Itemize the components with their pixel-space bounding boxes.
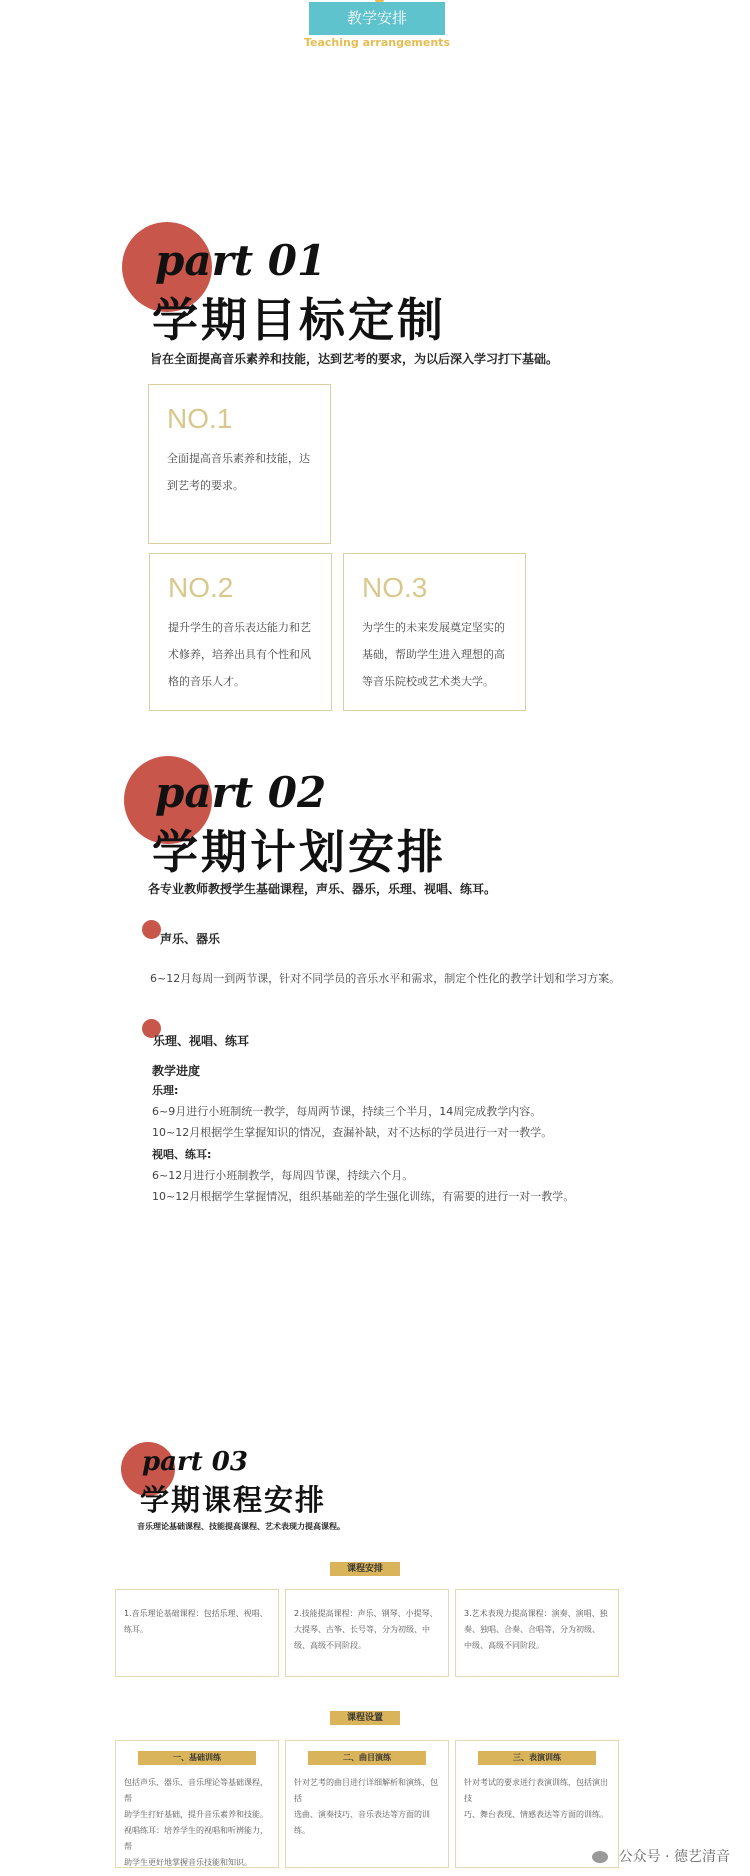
- part1-lead: 旨在全面提高音乐素养和技能，达到艺考的要求，为以后深入学习打下基础。: [150, 352, 559, 366]
- goal-card-no: NO.1: [167, 403, 233, 434]
- part3-lead: 音乐理论基础课程、技能提高课程、艺术表现力提高课程。: [137, 1522, 345, 1531]
- goal-card-line: 提升学生的音乐表达能力和艺: [168, 621, 311, 634]
- arrange-card-1: [115, 1589, 279, 1677]
- arrange-line: 大提琴、古筝、长号等，分为初级、中: [294, 1625, 430, 1634]
- part2-label: part 02: [155, 768, 327, 817]
- goal-card-3: [343, 553, 526, 711]
- wechat-icon: [592, 1851, 608, 1863]
- sub1-heading: 声乐、器乐: [160, 932, 221, 946]
- setting-line: 针对艺考的曲目进行详细解析和演练，包括: [294, 1778, 438, 1803]
- goal-card-line: 术修养，培养出具有个性和风: [168, 648, 311, 661]
- goal-card-line: 到艺考的要求。: [167, 479, 244, 492]
- arrange-card-2: [285, 1589, 449, 1677]
- yueli-line-2: 10~12月根据学生掌握知识的情况，查漏补缺，对不达标的学员进行一对一教学。: [152, 1126, 553, 1139]
- arrange-line: 练耳。: [124, 1625, 148, 1634]
- goal-card-no: NO.2: [168, 572, 234, 603]
- arrange-line: 级、高级不同阶段。: [294, 1641, 366, 1650]
- setting-pill: 课程设置: [330, 1711, 400, 1725]
- setting-card-tag: 三、表演训练: [478, 1751, 596, 1765]
- goal-card-line: 为学生的未来发展奠定坚实的: [362, 621, 505, 634]
- sub1-text: 6~12月每周一到两节课，针对不同学员的音乐水平和需求，制定个性化的教学计划和学习方案。: [150, 972, 621, 985]
- shichang-label: 视唱、练耳:: [152, 1148, 212, 1161]
- header-subtitle: Teaching arrangements: [303, 36, 450, 49]
- setting-line: 选曲、演奏技巧、音乐表达等方面的训练。: [294, 1810, 430, 1835]
- arrange-line: 奏、独唱、合奏、合唱等，分为初级、: [464, 1625, 600, 1634]
- progress-title: 教学进度: [152, 1064, 201, 1078]
- arrange-line: 1.音乐理论基础课程：包括乐理、视唱、: [124, 1609, 268, 1618]
- footer-text: 公众号 · 德艺清音: [618, 1849, 730, 1865]
- footer-watermark: [592, 1846, 730, 1866]
- goal-card-2: [149, 553, 332, 711]
- header-title: 教学安排: [309, 2, 445, 35]
- yueli-line-1: 6~9月进行小班制统一教学，每周两节课，持续三个半月，14周完成教学内容。: [152, 1105, 542, 1118]
- goal-card-line: 全面提高音乐素养和技能，达: [167, 452, 310, 465]
- arrange-line: 中级、高级不同阶段。: [464, 1641, 544, 1650]
- setting-line: 助学生打好基础，提升音乐素养和技能。: [124, 1810, 268, 1819]
- part3-title: 学期课程安排: [140, 1483, 327, 1517]
- part2-title: 学期计划安排: [152, 825, 446, 879]
- goal-card-line: 等音乐院校或艺术类大学。: [362, 675, 494, 688]
- setting-line: 视唱练耳：培养学生的视唱和听辨能力，帮: [124, 1826, 268, 1851]
- setting-line: 针对考试的要求进行表演训练，包括演出技: [464, 1778, 608, 1803]
- setting-card-1: [115, 1740, 279, 1868]
- goal-card-line: 基础，帮助学生进入理想的高: [362, 648, 505, 661]
- arrange-line: 2.技能提高课程：声乐、钢琴、小提琴、: [294, 1609, 438, 1618]
- setting-card-tag: 二、曲目演练: [308, 1751, 426, 1765]
- setting-line: 助学生更好地掌握音乐技能和知识。: [124, 1858, 252, 1867]
- part1-title: 学期目标定制: [152, 293, 446, 347]
- shichang-line-2: 10~12月根据学生掌握情况，组织基础差的学生强化训练，有需要的进行一对一教学。: [152, 1190, 575, 1203]
- setting-line: 包括声乐、器乐、音乐理论等基础课程，帮: [124, 1778, 268, 1803]
- arrange-pill: 课程安排: [330, 1562, 400, 1576]
- sub1-bullet: [142, 920, 161, 939]
- part2-lead: 各专业教师教授学生基础课程，声乐、器乐，乐理、视唱、练耳。: [148, 882, 497, 896]
- shichang-line-1: 6~12月进行小班制教学，每周四节课，持续六个月。: [152, 1169, 414, 1182]
- goal-card-line: 格的音乐人才。: [168, 675, 245, 688]
- goal-card-no: NO.3: [362, 572, 428, 603]
- yueli-label: 乐理:: [152, 1084, 179, 1097]
- arrange-line: 3.艺术表现力提高课程：演奏、演唱、独: [464, 1609, 608, 1618]
- setting-line: 巧、舞台表现、情感表达等方面的训练。: [464, 1810, 608, 1819]
- part1-label: part 01: [155, 236, 327, 285]
- arrange-card-3: [455, 1589, 619, 1677]
- goal-card-1: [148, 384, 331, 544]
- setting-card-tag: 一、基础训练: [138, 1751, 256, 1765]
- part3-label: part 03: [142, 1447, 248, 1477]
- sub2-heading: 乐理、视唱、练耳: [153, 1034, 250, 1048]
- setting-card-2: [285, 1740, 449, 1868]
